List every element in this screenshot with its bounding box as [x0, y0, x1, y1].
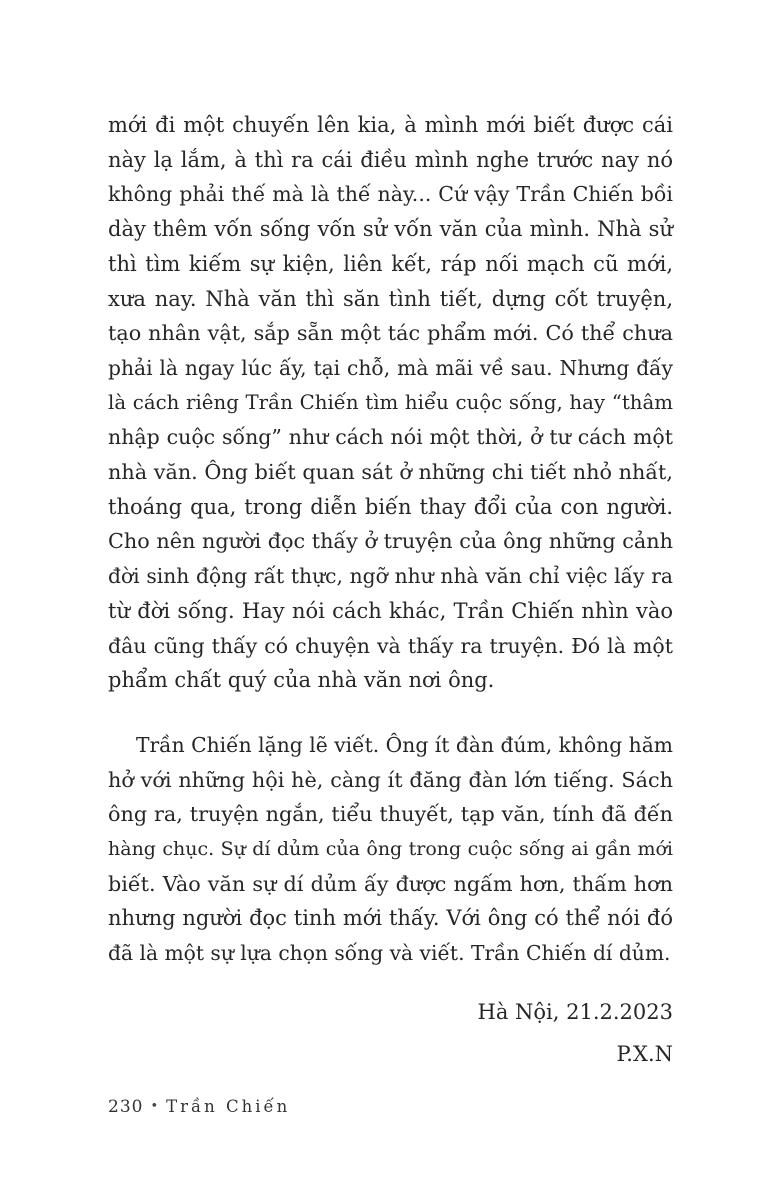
text-line: nhập cuộc sống” như cách nói một thời, ở tư cách một: [108, 425, 673, 450]
text-line: nhà văn. Ông biết quan sát ở những chi tiết nhỏ nhất,: [108, 460, 673, 485]
page-number: 230: [108, 1097, 144, 1117]
running-title: Trần Chiến: [166, 1097, 291, 1116]
text-line: là cách riêng Trần Chiến tìm hiểu cuộc sống, hay “thâm: [108, 390, 673, 414]
text-line: không phải thế mà là thế này... Cứ vậy Trần Chiến bồi: [108, 182, 673, 207]
text-line: thì tìm kiếm sự kiện, liên kết, ráp nối mạch cũ mới,: [108, 251, 673, 276]
closing-block: [108, 995, 673, 1071]
text-line: này lạ lắm, à thì ra cái điều mình nghe trước nay nó: [108, 147, 673, 172]
text-line: xưa nay. Nhà văn thì săn tình tiết, dựng cốt truyện,: [108, 286, 673, 311]
page-text-block: [108, 108, 673, 1071]
text-line: dày thêm vốn sống vốn sử vốn văn của mình. Nhà sử: [108, 217, 673, 242]
page-footer: [108, 1097, 290, 1117]
footer-separator: •: [150, 1099, 160, 1114]
text-line: đâu cũng thấy có chuyện và thấy ra truyện. Đó là một: [108, 633, 673, 658]
text-line: mới đi một chuyến lên kia, à mình mới biết được cái: [108, 113, 673, 137]
text-line: thoáng qua, trong diễn biến thay đổi của con người.: [108, 494, 673, 519]
signature-line: P.X.N: [616, 1041, 673, 1066]
text-line: đời sinh động rất thực, ngỡ như nhà văn chỉ việc lấy ra: [108, 564, 673, 589]
text-line: Cho nên người đọc thấy ở truyện của ông những cảnh: [108, 529, 673, 554]
paragraph-2: [108, 728, 673, 971]
text-line: phẩm chất quý của nhà văn nơi ông.: [108, 668, 495, 693]
text-line: biết. Vào văn sự dí dủm ấy được ngấm hơn, thấm hơn: [108, 871, 673, 896]
text-line: đã là một sự lựa chọn sống và viết. Trần Chiến dí dủm.: [108, 941, 671, 966]
paragraph-1: [108, 108, 673, 698]
text-line: nhưng người đọc tinh mới thấy. Với ông có thể nói đó: [108, 906, 673, 931]
text-line: ông ra, truyện ngắn, tiểu thuyết, tạp văn, tính đã đến: [108, 802, 673, 827]
date-line: Hà Nội, 21.2.2023: [477, 999, 673, 1024]
text-line: tạo nhân vật, sắp sẵn một tác phẩm mới. Có thể chưa: [108, 321, 673, 346]
text-line: Trần Chiến lặng lẽ viết. Ông ít đàn đúm, không hăm: [136, 732, 673, 757]
text-line: hở với những hội hè, càng ít đăng đàn lớn tiếng. Sách: [108, 767, 673, 792]
text-line: từ đời sống. Hay nói cách khác, Trần Chiến nhìn vào: [108, 598, 673, 623]
text-line: hàng chục. Sự dí dủm của ông trong cuộc sống ai gần mới: [108, 838, 673, 861]
text-line: phải là ngay lúc ấy, tại chỗ, mà mãi về sau. Nhưng đấy: [108, 355, 673, 380]
